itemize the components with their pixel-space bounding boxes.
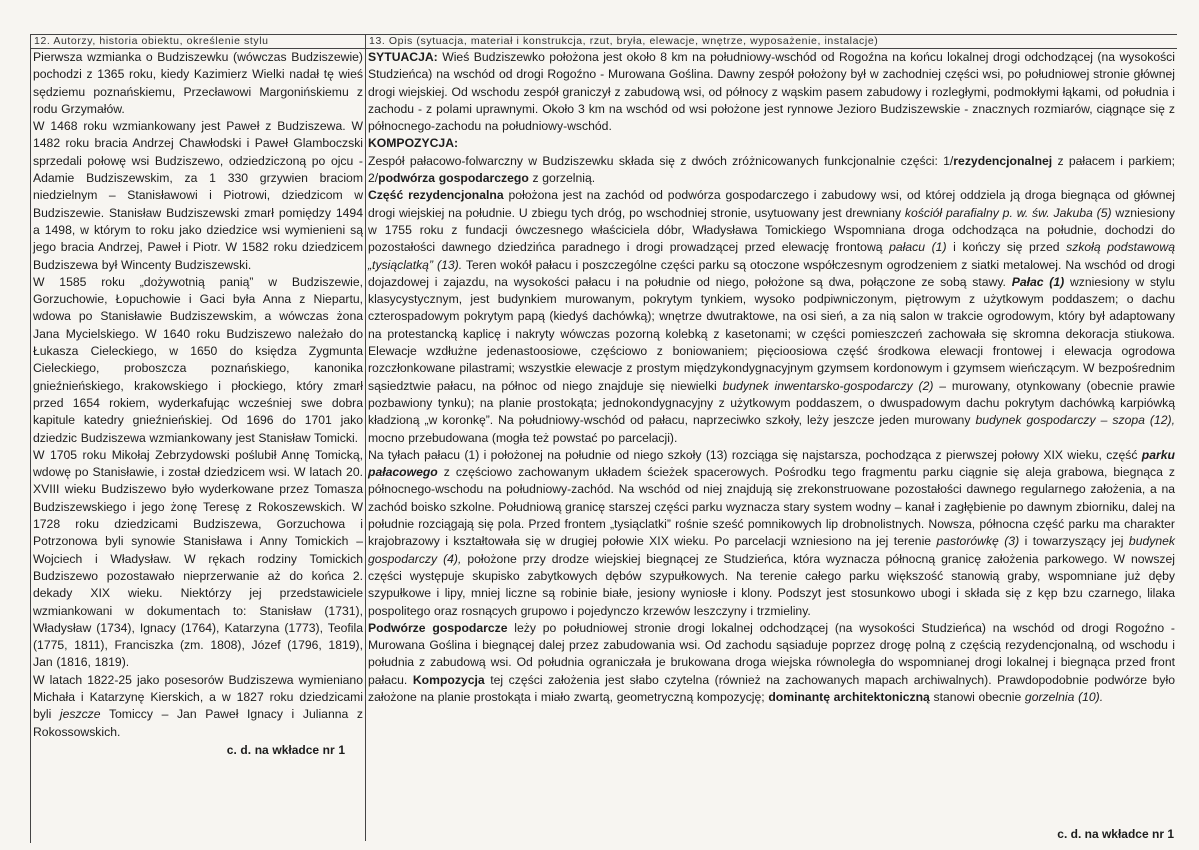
description-column [366,35,1177,841]
text-run: mocno przebudowana (mogła też powstać po parcelacji). [368,430,678,445]
section-label: KOMPOZYCJA: [368,136,459,151]
italic-text: szkołą podstawową „tysiąclatką” (13). [368,240,1176,272]
italic-text: budynek gospodarczy – szopa (12), [975,413,1175,428]
text-run: wzniesiony w stylu klasycystycznym, jest budynkiem murowanym, pokrytym tynkiem, wysoko podpiwniczonym, piętrowym z użytkowym poddaszem; o dachu czterospadowym pokrytym papą (kiedyś dachówką); wnętrze dwutraktowe, na osi sień, a za nią salon w trakcie ogrodowym, który był adaptowany na protestancką kaplicę i nakryty wówczas pozorną kolebką z kasetonami; w części pomieszczeń zachowała się skromna dekoracja stiukowa. Elewacje wzdłużne jedenastoosiowe, częściowo z boniowaniem; pięcioosiowa część środkowa elewacji frontowej i elewacja ogrodowa rozczłonkowane pilastrami; wszystkie elewacje z prostym międzykondygnacyjnym gzymsem kordonowym i gzymsem wieńczącym. W bezpośrednim sąsiedztwie pałacu, na północ od niego znajduje się niewielki [368,274,1176,393]
italic-text: jeszcze [59,707,101,722]
text-run: Zespół pałacowo-folwarczny w Budziszewku składa się z dwóch zróżnicowanych funkcjonalnie części: 1/ [368,153,954,168]
history-paragraph [33,672,363,741]
text-run: wzniesiony w 1755 roku z fundacji ówczesnego właściciela dóbr, Władysława Tomickiego Wspomniana droga odchodząca na południe, dochodzi do pozostałości dawnego dziedzińca paradnego i drogi prowadzącej przed elewację frontową [368,205,1176,255]
text-run: położone przy drodze wiejskiej biegnącej ze Studzieńca, która wyznacza północną granicę założenia parkowego. W nowszej części występuje skupisko zabytkowych dębów szypułkowych. Na terenie całego parku większość stanowią graby, wspomniane już dęby szypułkowe i lipy, mniej liczne są robinie białe, jesiony wyniosłe i klony. Podszyt jest stosunkowo ubogi i składa się z kęp bzu czarnego, lilaka pospolitego oraz rosnących grupowo i pojedynczo krzewów leszczyny i trzmieliny. [368,551,1176,618]
section-label: SYTUACJA: [368,50,438,64]
history-column [31,35,366,841]
farmyard-paragraph [368,620,1175,706]
continued-note: c. d. na wkładce nr 1 [226,742,345,757]
description-text [366,49,1177,706]
bold-text: dominantę architektoniczną [768,689,930,704]
text-run: leży po południowej stronie drogi lokalnej odchodzącej (na wysokości Studzieńca) na wschód od drogi Rogoźno - Murowana Goślina i biegnącej dalej przez zabudowania wsi. Od zachodu sąsiaduje poprzez drogę polną z częścią rezydencjonalną, od wschodu i południa z zabudową wsi. Od południa ograniczała je brukowana droga wiejska równoległa do wspomnianej drogi lokalnej i biegnąca przed front pałacu. [368,620,1175,687]
italic-text: pastorówkę (3) [936,534,1020,549]
text-run: W latach 1822-25 jako posesorów Budziszewa wymieniano Michała i Katarzynę Kierskich, a w 1827 roku dziedzicami byli [33,672,363,722]
italic-text: budynek inwentarsko-gospodarczy (2) [722,378,934,393]
italic-text: pałacu (1) [889,240,947,255]
text-run: tej części założenia jest słabo czytelna (również na zachowanych mapach archiwalnych). Prawdopodobnie podwórze było założone na planie prostokąta i miało zwartą, geometryczną kompozycję; [368,672,1175,704]
history-header: 12. Autorzy, historia obiektu, określenie stylu [31,35,365,49]
text-run: z pałacem i parkiem; 2/ [368,153,1175,186]
record-sheet [30,34,1177,843]
composition-paragraph [368,153,1175,188]
text-run: z częściowo zachowanym układem ścieżek spacerowych. Pośrodku tego fragmentu parku ciągnie się aleja grabowa, biegnąca z północnego-wschodu na południowy-zachód. Na wschód od niej znajdują się zrekonstruowane pozostałości dawnego regularnego założenia, a na zachód boisko szkolne. Południową granicę starszej części parku wyznacza stary system wodny – kanał i zagłębienie po dawnym zbiorniku, dalej na południe rozciągają się pola. Przed frontem „tysiąclatki” rośnie sześć pomnikowych lip drobnolistnych. Nowsza, północna część parku ma charakter krajobrazowy i kształtowała się w drugiej połowie XIX wieku. Po parcelacji wzniesiono na jej terenie [368,465,1175,549]
history-paragraph: Pierwsza wzmianka o Budziszewku (wówczas Budziszewie) pochodzi z 1365 roku, kiedy Kazimierz Wielki nadał tę wieś sędziemu poznańskiemu, Przecławowi Margonińskiemu z rodu Grzymałów. [33,50,363,116]
bold-text: Kompozycja [412,672,485,687]
bold-italic-text: Pałac (1) [1011,274,1065,289]
italic-text: gorzelnia (10). [1024,689,1104,704]
residential-paragraph [368,187,1175,446]
bold-text: Część rezydencjonalna [368,188,504,203]
text-run: Tomiccy – Jan Paweł Ignacy i Julianna z Rokossowskich. [33,707,363,739]
text-run: i towarzyszący jej [1019,534,1129,549]
text-run: Na tyłach pałacu (1) i położonej na południe od niego szkoły (13) rozciąga się najstarsza, pochodząca z pierwszej połowy XIX wieku, część [368,447,1142,462]
description-header: 13. Opis (sytuacja, materiał i konstrukcja, rzut, bryła, elewacje, wnętrze, wyposażenie, instalacje) [366,35,1177,49]
text-run: i kończy się przed [946,240,1067,255]
text-run: z gorzelnią. [528,171,596,186]
history-paragraph: W 1705 roku Mikołaj Zebrzydowski poślubił Annę Tomicką, wdowę po Stanisławie, i został dziedzicem wsi. W latach 20. XVIII wieku Budziszewo było wyderkowane przez Tomasza Budziszewskiego i jego żonę Teresę z Rokoszewskich. W 1728 roku dziedzicami Budziszewa, Gorzuchowa i Potrzonowa byli synowie Stanisława i Anny Tomickich – Wojciech i Władysław. W rękach rodziny Tomickich Budziszewo pozostawało nieprzerwanie aż do końca 2. dekady XIX wieku. Niektórzy jej przedstawiciele wzmiankowani w dokumentach to: Stanisław (1731), Władysław (1734), Ignacy (1764), Katarzyna (1773), Teofila (1775, 1811), Franciszka (zm. 1808), Józef (1796, 1819), Jan (1816, 1819). [33,447,363,670]
bold-text: podwórza gospodarczego [378,171,529,186]
bold-text: Podwórze gospodarcze [368,620,508,635]
history-paragraph: W 1468 roku wzmiankowany jest Paweł z Budziszewa. W 1482 roku bracia Andrzej Chawłodski i Paweł Glamboczski sprzedali połowę wsi Budziszewo, odziedziczoną po ojcu - Adamie Budziszewskim, za 1 330 grzywien braciom niedzielnym – Stanisławowi i Piotrowi, dziedzicom w Budziszewie. Stanisław Budziszewski zmarł pomiędzy 1494 a 1498, w którym to roku jako dziedzice wsi wymienieni są jego bracia Andrzej, Paweł i Piotr. W 1582 roku dziedzicem Budziszewa był Wincenty Budziszewski. [33,119,363,272]
park-paragraph [368,447,1175,620]
history-text [31,49,365,759]
text-run: stanowi obecnie [929,689,1025,704]
situation-paragraph [368,49,1175,135]
italic-text: kościół parafialny p. w. św. Jakuba (5) [904,205,1112,220]
bold-text: rezydencjonalnej [953,153,1053,168]
text-run: Teren wokół pałacu i poszczególne części parku są otoczone współczesnym ogrodzeniem z siatki metalowej. Na wschód od drogi dojazdowej i zajazdu, na wysokości pałacu i na południe od niego, położone są dwa, połączone ze sobą stawy. [368,257,1175,289]
italic-text: budynek gospodarczy (4), [368,534,1175,566]
text-run: Wieś Budziszewko położona jest około 8 km na południowy-wschód od Rogoźna na końcu lokalnej drogi odchodzącej (na wysokości Studzieńca) na wschód od drogi Rogoźno - Murowana Goślina. Dawny zespół położony był w zachodniej części wsi, po południowej stronie głównej drogi wiejskiej. Od wschodu zespół graniczył z zabudową wsi, od północy z wąskim pasem zabudowy i rozległymi, podmokłymi łąkami, od południa i zachodu - z polami uprawnymi. Około 3 km na wschód od wsi położone jest rynnowe Jezioro Budziszewskie - znacznych rozmiarów, ciągnące się z północnego-zachodu na południowy-wschód. [368,50,1175,134]
text-run: położona jest na zachód od podwórza gospodarczego i zabudowy wsi, od której oddziela ją droga biegnąca od głównej drogi wiejskiej na południe. U zbiegu tych dróg, po wschodniej stronie, usytuowany jest drewniany [368,188,1175,220]
text-run: – murowany, otynkowany (obecnie prawie pozbawiony tynku); na planie prostokąta; jednokondygnacyjny z użytkowym poddaszem, o dwuspadowym dachu pokrytym dachówką karpiówką kładzioną „w koronkę”. Na południowy-wschód od pałacu, naprzeciwko szkoły, leży jeszcze jeden murowany [368,378,1176,428]
history-paragraph: W 1585 roku „dożywotnią panią” w Budziszewie, Gorzuchowie, Łopuchowie i Gaci była Anna z Niepartu, wdowa po Stanisławie Budziszewskim, a wówczas żona Jana Mycielskiego. W 1640 roku Budziszewo należało do Łukasza Cieleckiego, w 1650 do księdza Zygmunta Cieleckiego, proboszcza poznańskiego, kanonika gnieźnieńskiego, krakowskiego i płockiego, który zmarł przed 1654 rokiem, wyderkafując wcześniej swe dobra kapitule katedry gnieźnieńskiej. Od 1696 do 1701 jako dziedzic Budziszewa wzmiankowany jest Stanisław Tomicki. [33,274,363,445]
continued-note: c. d. na wkładce nr 1 [1057,827,1174,841]
bold-italic-text: parku pałacowego [368,447,1175,480]
